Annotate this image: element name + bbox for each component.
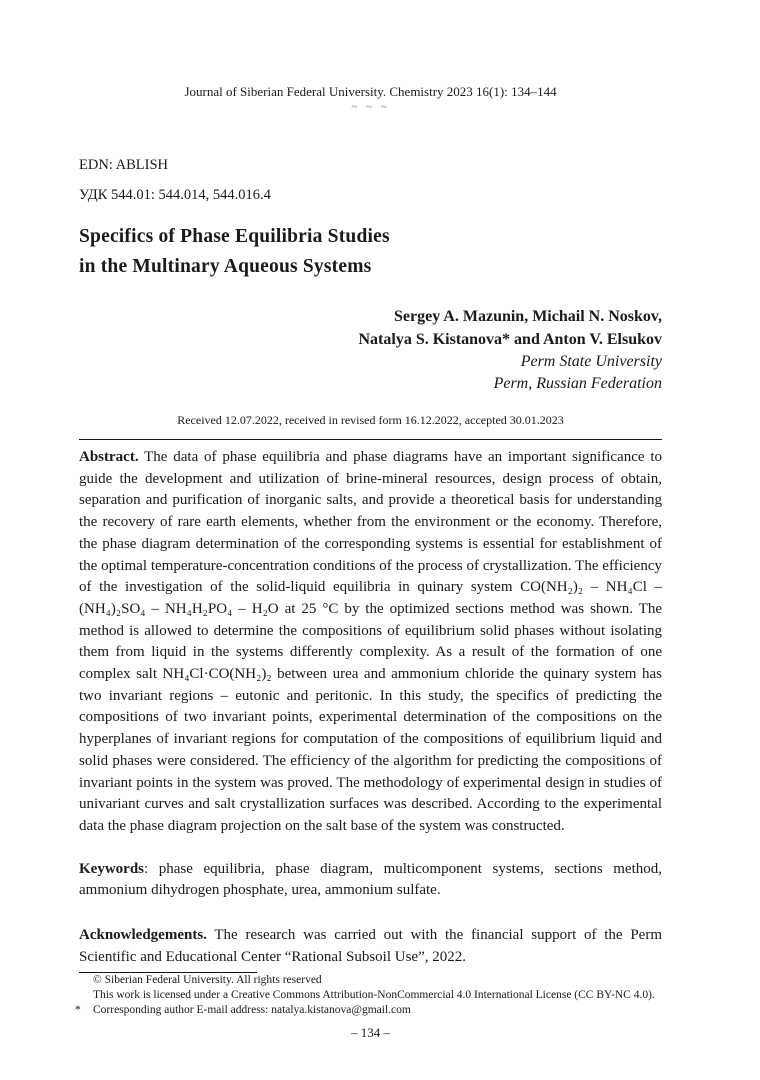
affiliation-block [79,351,662,394]
received-line: Received 12.07.2022, received in revised form 16.12.2022, accepted 30.01.2023 [177,413,564,427]
abstract-paragraph [79,447,662,838]
footnote-asterisk: * [75,1004,81,1017]
acknowledgements-text: The research was carried out with the financial support of the Perm Scientific and Educational Center “Rational Subsoil Use”, 2022. [79,927,662,965]
article-title-line: in the Multinary Aqueous Systems [79,256,372,277]
keywords-paragraph [79,859,662,902]
keywords-label: Keywords [79,860,144,877]
affiliation-line: Perm, Russian Federation [493,374,662,392]
page-number: – 134 – [351,1025,390,1041]
authors-block [79,306,662,351]
acknowledgements-paragraph [79,925,662,968]
article-title [79,222,662,282]
corresponding-author-line [75,1003,662,1018]
divider-rule [79,439,662,440]
tilde-ornament: ~ ~ ~ [351,101,390,113]
text-column [75,0,662,1041]
acknowledgements-label: Acknowledgements. [79,927,207,944]
abstract-text: The data of phase equilibria and phase diagrams have an important significance to guide the development and utilization of brine-mineral resources, design process of obtain, separation and purification of inorganic salts, and provide a theoretical basis for understanding the recovery of rare earth elements, whether from the environment or the economy. Therefore, the phase diagram determination of the corresponding systems is essential for establishment of the optimal temperature-concentration conditions of the process of crystallization. The efficiency of the investigation of the solid-liquid equilibria in quinary system CO(NH₂)₂ – NH₄Cl – (NH₄)₂SO₄ – NH₄H₂PO₄ – H₂O at 25 °C by the optimized sections method was shown. The method is allowed to determine the compositions of equilibrium solid phases without isolating them from liquid in the systems differently complexity. As a result of the formation of one complex salt NH₄Cl·CO(NH₂)₂ between urea and ammonium chloride the quinary system has two invariant regions – eutonic and peritonic. In this study, the specifics of predicting the compositions of two invariant points, experimental determination of the compositions on the hyperplanes of invariant regions for computation of the compositions of equilibrium liquid and solid phases were considered. The efficiency of the algorithm for predicting the compositions of invariant points in the system was proved. The methodology of experimental design in studies of univariant curves and salt crystallization surfaces was described. According to the experimental data the phase diagram projection on the salt base of the system was constructed. [79,449,662,834]
authors-line: Sergey A. Mazunin, Michail N. Noskov, [393,308,662,325]
edn-line: EDN: ABLISH [79,157,169,173]
abstract-label: Abstract. [79,449,139,465]
affiliation-line: Perm State University [520,353,662,370]
article-title-line: Specifics of Phase Equilibria Studies [79,226,390,247]
authors-line: Natalya S. Kistanova* and Anton V. Elsukov [358,330,662,348]
copyright-line: © Siberian Federal University. All rights reserved [93,974,322,987]
footnote-block [75,972,662,1018]
udk-line: УДК 544.01: 544.014, 544.016.4 [79,187,271,203]
keywords-text: : phase equilibria, phase diagram, multicomponent systems, sections method, ammonium dihydrogen phosphate, urea, ammonium sulfate. [79,860,662,899]
license-line: This work is licensed under a Creative Commons Attribution-NonCommercial 4.0 International License (CC BY-NC 4.0). [93,989,655,1002]
journal-header: Journal of Siberian Federal University. Chemistry 2023 16(1): 134–144 [184,84,557,99]
corresponding-author-text: Corresponding author E-mail address: natalya.kistanova@gmail.com [93,1004,411,1017]
